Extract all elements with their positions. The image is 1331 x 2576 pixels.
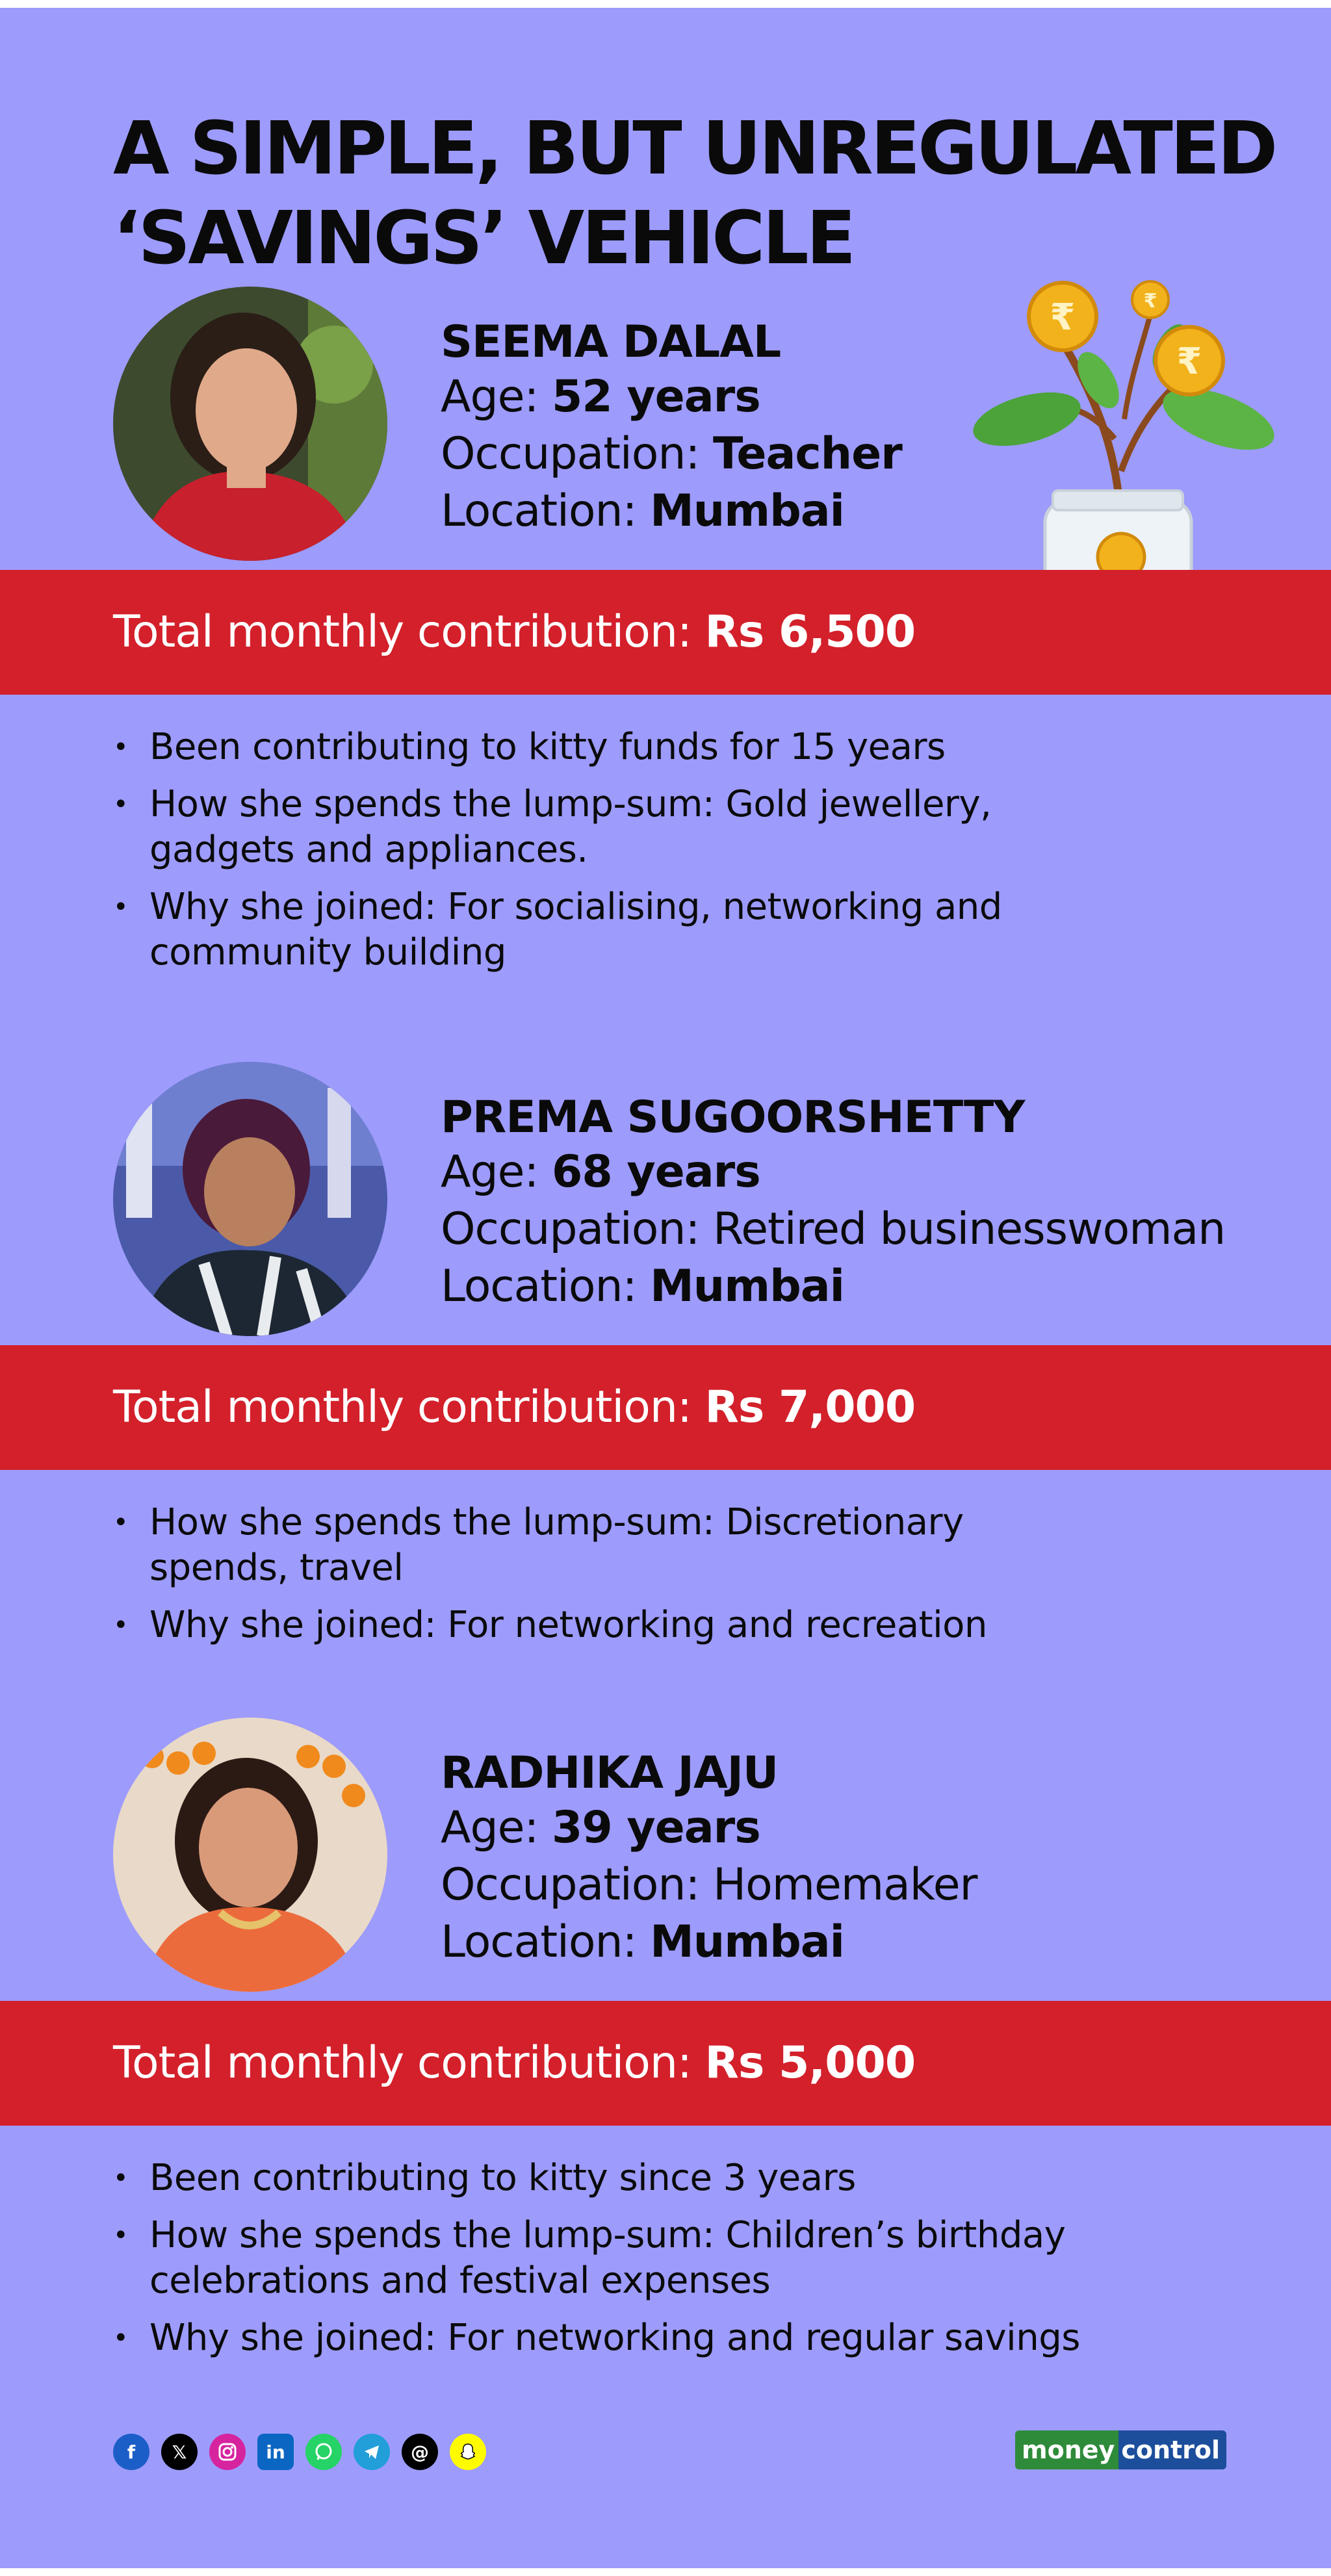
contribution-band-radhika-jaju bbox=[0, 2001, 1331, 2126]
contribution-text bbox=[113, 2001, 915, 2126]
contribution-label: Total monthly contribution: bbox=[113, 2037, 705, 2089]
telegram-icon[interactable] bbox=[354, 2434, 390, 2470]
contribution-value: Rs 5,000 bbox=[704, 2037, 916, 2089]
profile-name: SEEMA DALAL bbox=[441, 316, 781, 368]
contribution-band-seema-dalal bbox=[0, 570, 1331, 695]
profile-photo-seema-dalal bbox=[113, 287, 387, 561]
location-label: Location: bbox=[441, 1261, 651, 1312]
profile-name: PREMA SUGOORSHETTY bbox=[441, 1092, 1025, 1143]
profile-name: RADHIKA JAJU bbox=[441, 1747, 779, 1799]
contribution-text bbox=[113, 1345, 915, 1470]
location-label: Location: bbox=[441, 485, 651, 537]
location-value: Mumbai bbox=[650, 485, 844, 537]
occupation-label: Occupation: bbox=[441, 1859, 714, 1911]
profile-age bbox=[441, 1144, 1225, 1201]
list-item: • How she spends the lump-sum: Discretionary spends, travel bbox=[113, 1500, 1088, 1591]
list-item: • Why she joined: For socialising, networking and community building bbox=[113, 884, 1127, 975]
logo-part-money: money bbox=[1015, 2430, 1118, 2469]
profile-info-radhika-jaju bbox=[441, 1747, 977, 1971]
age-label: Age: bbox=[441, 371, 552, 422]
threads-icon[interactable]: @ bbox=[402, 2434, 438, 2470]
profile-occupation bbox=[441, 1857, 977, 1914]
profile-age bbox=[441, 1799, 977, 1857]
profile-info-prema-sugoorshetty bbox=[441, 1092, 1225, 1315]
occupation-value: Homemaker bbox=[713, 1859, 977, 1911]
profile-location bbox=[441, 1258, 1225, 1315]
list-item: • How she spends the lump-sum: Children’s birthday celebrations and festival expenses bbox=[113, 2213, 1218, 2304]
instagram-icon[interactable] bbox=[209, 2434, 246, 2470]
contribution-label: Total monthly contribution: bbox=[113, 606, 705, 658]
x-icon[interactable]: 𝕏 bbox=[161, 2434, 198, 2470]
location-value: Mumbai bbox=[650, 1916, 844, 1968]
contribution-label: Total monthly contribution: bbox=[113, 1382, 705, 1433]
age-value: 39 years bbox=[552, 1802, 760, 1853]
bullet-list-prema-sugoorshetty bbox=[113, 1500, 1088, 1660]
age-label: Age: bbox=[441, 1146, 552, 1198]
profile-location bbox=[441, 1914, 977, 1971]
svg-text:₹: ₹ bbox=[1143, 290, 1157, 313]
profile-info-seema-dalal bbox=[441, 316, 902, 540]
linkedin-icon[interactable]: in bbox=[257, 2434, 294, 2470]
occupation-value: Teacher bbox=[713, 428, 902, 480]
location-value: Mumbai bbox=[650, 1261, 844, 1312]
list-item: • How she spends the lump-sum: Gold jewellery, gadgets and appliances. bbox=[113, 782, 1127, 873]
svg-text:₹: ₹ bbox=[1176, 341, 1202, 383]
list-item: • Been contributing to kitty since 3 years bbox=[113, 2156, 1218, 2201]
moneycontrol-logo bbox=[1015, 2430, 1226, 2469]
list-item: • Been contributing to kitty funds for 15 years bbox=[113, 725, 1127, 770]
occupation-value: Retired businesswoman bbox=[713, 1204, 1226, 1255]
title-line-2: ‘SAVINGS’ VEHICLE bbox=[113, 196, 854, 281]
facebook-icon[interactable]: f bbox=[113, 2434, 149, 2470]
profile-photo-radhika-jaju bbox=[113, 1718, 387, 1992]
profile-occupation bbox=[441, 426, 902, 483]
snapchat-icon[interactable] bbox=[450, 2434, 486, 2470]
location-label: Location: bbox=[441, 1916, 651, 1968]
profile-location bbox=[441, 483, 902, 540]
svg-text:₹: ₹ bbox=[1050, 296, 1076, 339]
contribution-value: Rs 6,500 bbox=[704, 606, 916, 658]
list-item: • Why she joined: For networking and recreation bbox=[113, 1603, 1088, 1648]
bullet-list-radhika-jaju bbox=[113, 2156, 1218, 2373]
whatsapp-icon[interactable] bbox=[305, 2434, 342, 2470]
age-value: 68 years bbox=[552, 1146, 760, 1198]
profile-age bbox=[441, 368, 902, 426]
contribution-band-prema-sugoorshetty bbox=[0, 1345, 1331, 1470]
title-line-1: A SIMPLE, BUT UNREGULATED bbox=[113, 107, 1276, 191]
age-label: Age: bbox=[441, 1802, 552, 1853]
contribution-text bbox=[113, 570, 915, 695]
logo-part-control: control bbox=[1118, 2430, 1226, 2469]
occupation-label: Occupation: bbox=[441, 1204, 714, 1255]
social-icons bbox=[113, 2434, 486, 2470]
occupation-label: Occupation: bbox=[441, 428, 714, 480]
contribution-value: Rs 7,000 bbox=[704, 1382, 916, 1433]
page-title bbox=[113, 104, 1275, 283]
profile-photo-prema-sugoorshetty bbox=[113, 1062, 387, 1336]
age-value: 52 years bbox=[552, 371, 760, 422]
bullet-list-seema-dalal bbox=[113, 725, 1127, 987]
profile-occupation bbox=[441, 1201, 1225, 1258]
list-item: • Why she joined: For networking and regular savings bbox=[113, 2315, 1218, 2361]
